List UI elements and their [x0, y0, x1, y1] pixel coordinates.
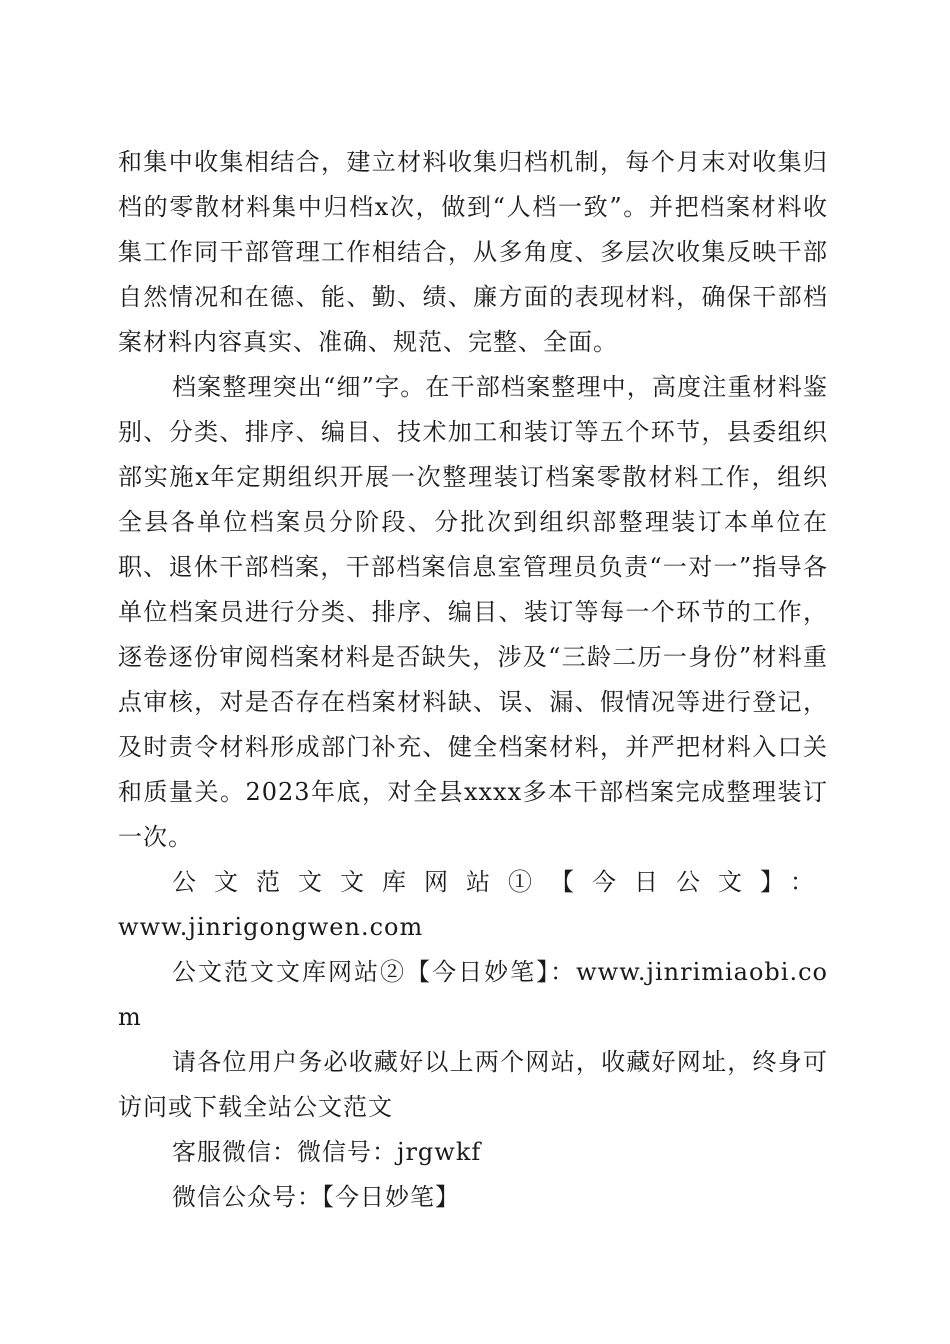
- paragraph-archive-organizing: 档案整理突出“细”字。在干部档案整理中，高度注重材料鉴别、分类、排序、编目、技术加工和装订等五个环节，县委组织部实施x年定期组织开展一次整理装订档案零散材料工作，组织全县各单位档案员分阶段、分批次到组织部整理装订本单位在职、退休干部档案，干部档案信息室管理员负责“一对一”指导各单位档案员进行分类、排序、编目、装订等每一个环节的工作，逐卷逐份审阅档案材料是否缺失，涉及“三龄二历一身份”材料重点审核，对是否存在档案材料缺、误、漏、假情况等进行登记，及时责令材料形成部门补充、健全档案材料，并严把材料入口关和质量关。2023年底，对全县xxxx多本干部档案完成整理装订一次。: [118, 373, 828, 851]
- official-account: 微信公众号：【今日妙笔】: [172, 1183, 460, 1211]
- website-2-line: 公文范文文库网站②【今日妙笔】：www.jinrimiaobi.com: [118, 958, 828, 1031]
- bookmark-notice: 请各位用户务必收藏好以上两个网站，收藏好网址，终身可访问或下载全站公文范文: [118, 1048, 828, 1121]
- website-1-url: www.jinrigongwen.com: [118, 913, 424, 941]
- website-1-label: 公文范文文库网站①【今日公文】：: [172, 868, 828, 896]
- paragraph-archive-collection: 和集中收集相结合，建立材料收集归档机制，每个月末对收集归档的零散材料集中归档x次，做到“人档一致”。并把档案材料收集工作同干部管理工作相结合，从多角度、多层次收集反映干部自然情况和在德、能、勤、绩、廉方面的表现材料，确保干部档案材料内容真实、准确、规范、完整、全面。: [118, 148, 828, 356]
- document-page: [118, 140, 828, 1220]
- service-wechat: 客服微信：微信号：jrgwkf: [172, 1138, 482, 1166]
